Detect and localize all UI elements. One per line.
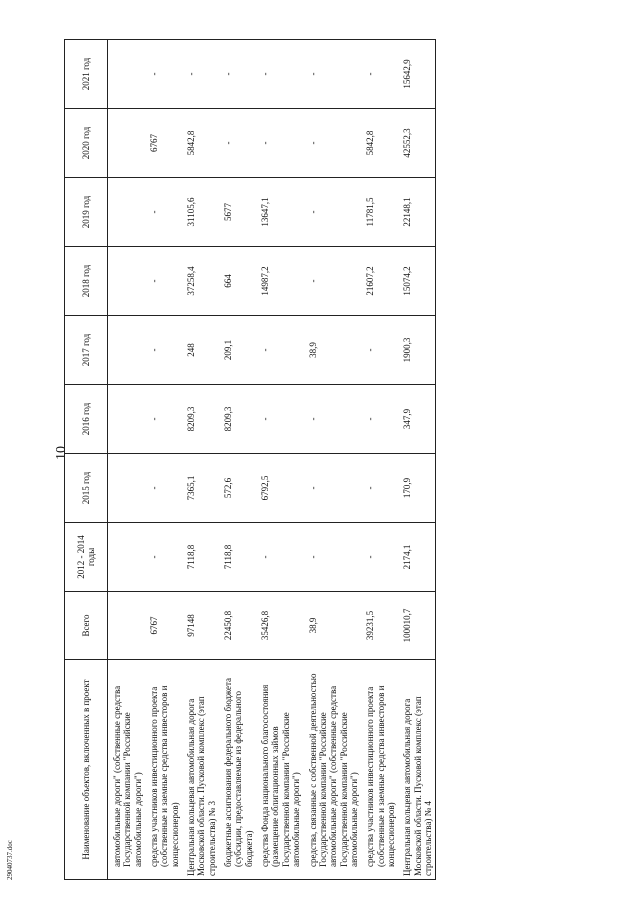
table-row — [304, 40, 362, 880]
row-value: 11781,5 — [361, 178, 398, 247]
row-value: 38,9 — [304, 592, 362, 660]
row-value: - — [256, 523, 303, 592]
table-header-row — [65, 40, 108, 880]
row-value — [108, 385, 146, 454]
row-value: - — [361, 316, 398, 385]
row-value: 5842,8 — [361, 109, 398, 178]
row-value — [108, 316, 146, 385]
row-name: средства участников инвестиционного проекта (собственные и заемные средства инвесторов и концессионеров) — [145, 660, 182, 880]
row-value: - — [145, 454, 182, 523]
row-value: - — [361, 385, 398, 454]
row-value: 22148,1 — [398, 178, 436, 247]
row-value: 8209,3 — [182, 385, 219, 454]
row-value: 6792,5 — [256, 454, 303, 523]
row-value — [108, 247, 146, 316]
rotated-table-wrapper — [64, 40, 544, 880]
row-name: автомобильные дороги" (собственные средства Государственной компании "Российские автомобильные дороги") — [108, 660, 146, 880]
row-value: - — [256, 109, 303, 178]
row-value: 664 — [219, 247, 256, 316]
row-value: 37258,4 — [182, 247, 219, 316]
row-name: средства участников инвестиционного проекта (собственные и заемные средства инвесторов и концессионеров) — [361, 660, 398, 880]
row-value: - — [256, 316, 303, 385]
row-value — [108, 178, 146, 247]
row-value: - — [145, 247, 182, 316]
table-row — [108, 40, 146, 880]
column-header-1: Всего — [65, 592, 108, 660]
row-value: - — [145, 178, 182, 247]
row-value: 5842,8 — [182, 109, 219, 178]
row-value: - — [145, 385, 182, 454]
row-name: Центральная кольцевая автомобильная дорога Московской области. Пусковой комплекс (этап строительства) № 4 — [398, 660, 436, 880]
row-value: 8209,3 — [219, 385, 256, 454]
row-value: - — [361, 40, 398, 109]
row-value: - — [304, 523, 362, 592]
row-value: - — [219, 109, 256, 178]
row-value: 21607,2 — [361, 247, 398, 316]
row-value: 248 — [182, 316, 219, 385]
row-value: 2174,1 — [398, 523, 436, 592]
row-value: - — [304, 109, 362, 178]
column-header-9: 2021 год — [65, 40, 108, 109]
row-value: 572,6 — [219, 454, 256, 523]
row-value: 7118,8 — [219, 523, 256, 592]
row-value: - — [256, 40, 303, 109]
row-value: 35426,8 — [256, 592, 303, 660]
row-value: - — [304, 40, 362, 109]
row-value: 6767 — [145, 592, 182, 660]
row-value: 7365,1 — [182, 454, 219, 523]
row-name: бюджетные ассигнования федерального бюджета (субсидии, предоставляемые из федерального бюджета) — [219, 660, 256, 880]
row-value: 100010,7 — [398, 592, 436, 660]
page-number: 10 — [54, 446, 69, 460]
row-value: - — [304, 178, 362, 247]
table-row — [256, 40, 303, 880]
column-header-2: 2012 - 2014 годы — [65, 523, 108, 592]
row-name: средства, связанные с собственной деятельностью Государственной компании "Российские автомобильные дороги" (собственные средства Государственной компании "Российские автомобильные дороги") — [304, 660, 362, 880]
row-value — [108, 454, 146, 523]
row-value: 39231,5 — [361, 592, 398, 660]
row-value: 14987,2 — [256, 247, 303, 316]
row-value: - — [145, 40, 182, 109]
row-value: 38,9 — [304, 316, 362, 385]
row-value: 31105,6 — [182, 178, 219, 247]
column-header-name: Наименование объектов, включенных в проект — [65, 660, 108, 880]
row-value: 347,9 — [398, 385, 436, 454]
row-value: 15642,9 — [398, 40, 436, 109]
row-value — [108, 592, 146, 660]
column-header-8: 2020 год — [65, 109, 108, 178]
row-value: 97148 — [182, 592, 219, 660]
row-name: Центральная кольцевая автомобильная дорога Московской области. Пусковой комплекс (этап строительства) № 3 — [182, 660, 219, 880]
column-header-3: 2015 год — [65, 454, 108, 523]
row-value: 42552,3 — [398, 109, 436, 178]
row-value: 7118,8 — [182, 523, 219, 592]
row-value: - — [361, 523, 398, 592]
row-value: 15074,2 — [398, 247, 436, 316]
row-value: - — [182, 40, 219, 109]
row-value: - — [145, 316, 182, 385]
footer-filename: 29040737.doc — [6, 840, 14, 880]
column-header-4: 2016 год — [65, 385, 108, 454]
row-value — [108, 523, 146, 592]
investment-table — [64, 39, 436, 880]
column-header-5: 2017 год — [65, 316, 108, 385]
table-body — [108, 40, 436, 880]
row-value — [108, 109, 146, 178]
row-value: 13647,1 — [256, 178, 303, 247]
table-row — [145, 40, 182, 880]
row-value: - — [304, 247, 362, 316]
row-value: - — [219, 40, 256, 109]
row-name: средства Фонда национального благосостояния (размещение облигационных займов Государственной компании "Российские автомобильные дороги") — [256, 660, 303, 880]
column-header-7: 2019 год — [65, 178, 108, 247]
row-value: - — [304, 454, 362, 523]
row-value: - — [145, 523, 182, 592]
row-value: 209,1 — [219, 316, 256, 385]
row-value: 6767 — [145, 109, 182, 178]
row-value: 1900,3 — [398, 316, 436, 385]
table-row — [398, 40, 436, 880]
row-value: 170,9 — [398, 454, 436, 523]
column-header-6: 2018 год — [65, 247, 108, 316]
row-value: 5677 — [219, 178, 256, 247]
row-value — [108, 40, 146, 109]
row-value: - — [256, 385, 303, 454]
table-row — [219, 40, 256, 880]
table-row — [361, 40, 398, 880]
table-row — [182, 40, 219, 880]
row-value: 22450,8 — [219, 592, 256, 660]
row-value: - — [304, 385, 362, 454]
row-value: - — [361, 454, 398, 523]
